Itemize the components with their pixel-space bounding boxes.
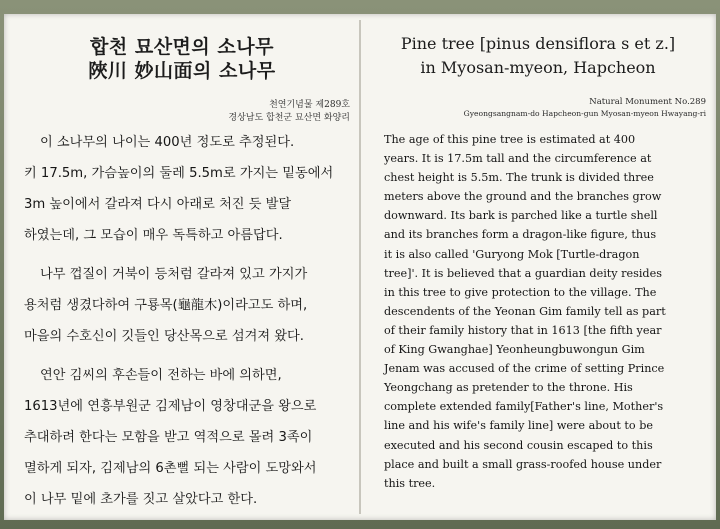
- korean-text-line: 나무 껍질이 거북이 등처럼 갈라져 있고 가지가: [40, 267, 308, 282]
- english-text-line: Yeongchang as pretender to the throne. His: [384, 381, 633, 395]
- english-text-line: complete extended family[Father's line, Mother's: [384, 400, 664, 414]
- korean-title-line-2: 陜川 妙山面의 소나무: [88, 60, 276, 82]
- korean-monument-number: 천연기념물 제289호: [269, 100, 350, 110]
- english-text-line: of King Gwanghae] Yeonheungbuwongun Gim: [384, 343, 645, 357]
- english-text-line: Jenam was accused of the crime of setting Prince: [384, 362, 665, 376]
- english-text-line: it is also called 'Guryong Mok [Turtle-dragon: [384, 247, 640, 261]
- english-column: [360, 14, 716, 520]
- korean-text-line: 이 소나무의 나이는 400년 정도로 추정된다.: [40, 135, 295, 150]
- korean-text-line: 하였는데, 그 모습이 매우 독특하고 아름답다.: [24, 228, 283, 243]
- korean-text-line: 마을의 수호신이 깃들인 당산목으로 섬겨져 왔다.: [24, 329, 304, 344]
- english-text-line: years. It is 17.5m tall and the circumference at: [384, 152, 652, 166]
- english-text-line: tree]'. It is believed that a guardian deity resides: [384, 266, 662, 280]
- english-text-line: The age of this pine tree is estimated at 400: [384, 133, 636, 146]
- korean-text-line: 1613년에 연흥부원군 김제남이 영창대군을 왕으로: [24, 399, 317, 414]
- english-text-line: and its branches form a dragon-like figure, thus: [384, 228, 657, 242]
- korean-text-line: 키 17.5m, 가슴높이의 둘레 5.5m로 가지는 밑동에서: [24, 166, 334, 181]
- korean-address: 경상남도 합천군 묘산면 화양리: [228, 113, 350, 123]
- english-monument-number: Natural Monument No.289: [589, 97, 706, 107]
- english-address: Gyeongsangnam-do Hapcheon-gun Myosan-myeon Hwayang-ri: [463, 109, 706, 118]
- information-sign: [4, 14, 716, 520]
- korean-text-line: 3m 높이에서 갈라져 다시 아래로 처진 듯 발달: [24, 197, 292, 212]
- english-text-line: line and his wife's family line] were about to be: [384, 419, 653, 433]
- english-text-line: meters above the ground and the branches grow: [384, 190, 662, 204]
- english-title-line-2: in Myosan-myeon, Hapcheon: [420, 58, 656, 77]
- english-text-line: in this tree to give protection to the village. The: [384, 285, 657, 299]
- english-text-line: chest height is 5.5m. The trunk is divided three: [384, 171, 654, 185]
- english-body: [384, 130, 704, 493]
- korean-text-line: 연안 김씨의 후손들이 전하는 바에 의하면,: [40, 368, 282, 383]
- english-text-line: downward. Its bark is parched like a turtle shell: [384, 209, 658, 223]
- korean-text-line: 이 나무 밑에 초가를 짓고 살았다고 한다.: [24, 492, 258, 507]
- english-text-line: of their family history that in 1613 [the fifth year: [384, 323, 662, 337]
- english-text-line: executed and his second cousin escaped to this: [384, 438, 653, 452]
- korean-text-line: 추대하려 한다는 모함을 받고 역적으로 몰려 3족이: [24, 430, 313, 445]
- english-title-line-1: Pine tree [pinus densiflora s et z.]: [400, 34, 676, 53]
- korean-column: [4, 14, 360, 520]
- korean-title-line-1: 합천 묘산면의 소나무: [90, 36, 274, 58]
- korean-text-line: 멸하게 되자, 김제남의 6촌뻘 되는 사람이 도망와서: [24, 461, 317, 476]
- english-text-line: this tree.: [384, 476, 436, 490]
- english-text-line: descendents of the Yeonan Gim family tell as part: [384, 304, 666, 318]
- english-text-line: place and built a small grass-roofed house under: [384, 457, 662, 471]
- korean-text-line: 용처럼 생겼다하여 구룡목(龜龍木)이라고도 하며,: [24, 298, 308, 313]
